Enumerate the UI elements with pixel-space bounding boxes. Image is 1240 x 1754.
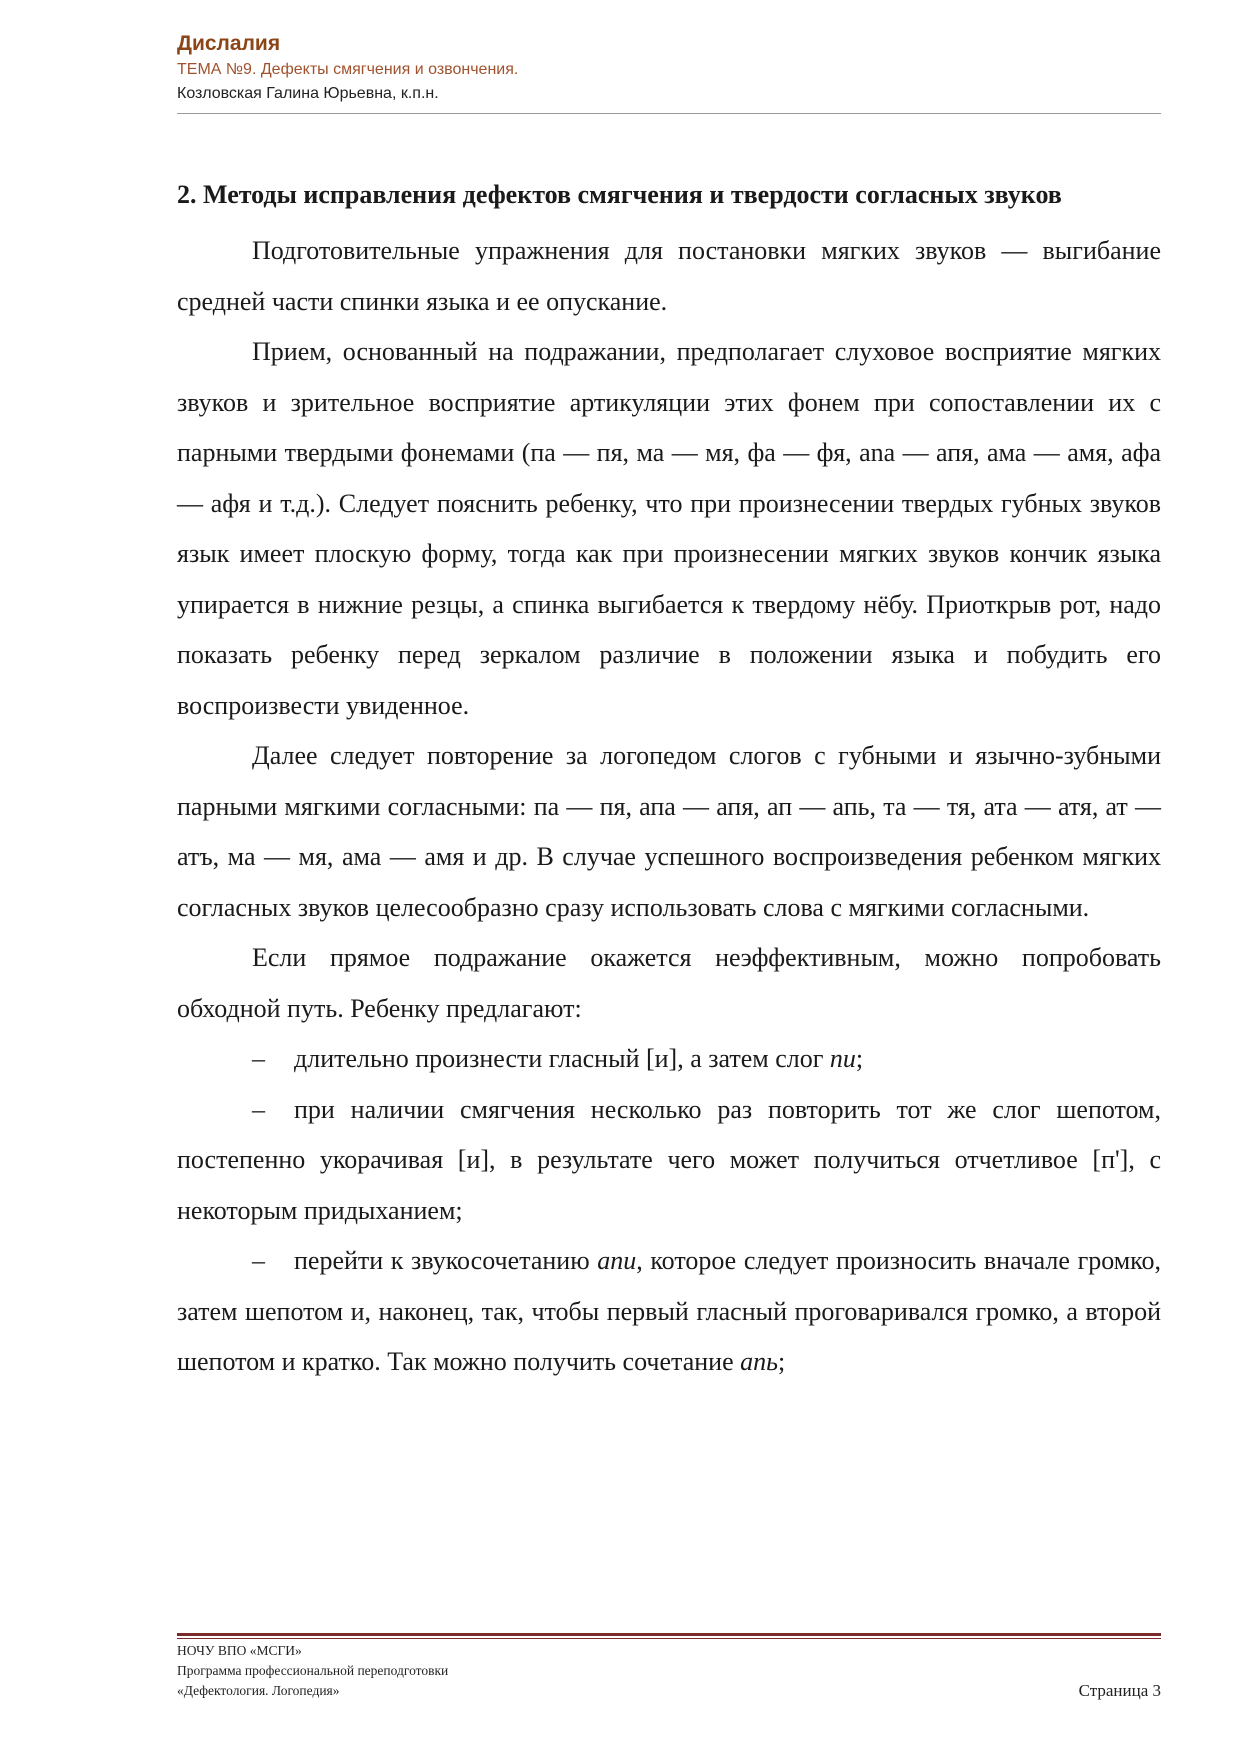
header-divider <box>177 113 1161 114</box>
list-item-1-italic: пи <box>829 1044 856 1073</box>
list-dash: – <box>252 1094 265 1124</box>
header-topic: ТЕМА №9. Дефекты смягчения и озвончения. <box>177 61 519 78</box>
paragraph-3: Далее следует повторение за логопедом слогов с губными и язычно-зубными парными мягкими согласными: па — пя, апа — апя, ап — апь, та — тя, ата — атя, ат — атъ, ма — мя, ама — амя и др. В случае успешного воспроизведения ребенком мягких согласных звуков целесообразно сразу использовать слова с мягкими согласными. <box>177 741 1161 922</box>
list-item-3-italic-b: апь <box>740 1347 778 1376</box>
list-item-1-text: длительно произнести гласный [и], а затем слог <box>294 1044 824 1073</box>
list-item-3-italic-a: апи <box>597 1246 637 1275</box>
list-item-3 <box>177 1236 1161 1388</box>
paragraph-1: Подготовительные упражнения для постановки мягких звуков — выгибание средней части спинки языка и ее опускание. <box>177 236 1161 316</box>
list-item-3-text-b: , которое следует произносить вначале громко, затем шепотом и, наконец, так, чтобы первый гласный проговаривался громко, а второй шепотом и кратко. Так можно получить сочетание <box>177 1246 1161 1376</box>
footer-divider-thin <box>177 1638 1161 1639</box>
footer-specialty: «Дефектология. Логопедия» <box>177 1683 340 1698</box>
page-footer <box>177 1641 1161 1701</box>
footer-divider-thick <box>177 1633 1161 1636</box>
list-item-1 <box>177 1034 1161 1085</box>
paragraph-4: Если прямое подражание окажется неэффективным, можно попробовать обходной путь. Ребенку предлагают: <box>177 943 1161 1023</box>
list-item-1-tail: ; <box>855 1044 864 1073</box>
paragraph-2: Прием, основанный на подражании, предполагает слуховое восприятие мягких звуков и зрительное восприятие артикуляции этих фонем при сопоставлении их с парными твердыми фонемами (па — пя, ма — мя, фа — фя, ana — апя, ама — амя, афа — афя и т.д.). Следует пояснить ребенку, что при произнесении твердых губных звуков язык имеет плоскую форму, тогда как при произнесении мягких звуков кончик языка упирается в нижние резцы, а спинка выгибается к твердому нёбу. Приоткрыв рот, надо показать ребенку перед зеркалом различие в положении языка и побудить его воспроизвести увиденное. <box>177 337 1161 720</box>
header-author: Козловская Галина Юрьевна, к.п.н. <box>177 85 439 102</box>
list-dash: – <box>252 1246 265 1275</box>
section-heading: 2. Методы исправления дефектов смягчения и твердости согласных звуков <box>177 180 1062 209</box>
document-body <box>177 172 1161 1388</box>
list-item-2-text: при наличии смягчения несколько раз повторить тот же слог шепотом, постепенно укорачивая [и], в результате чего может получиться отчетливое [п'], с некоторым придыханием; <box>177 1094 1161 1225</box>
header-title: Дислалия <box>177 32 281 55</box>
footer-program: Программа профессиональной переподготовки <box>177 1663 449 1678</box>
footer-institution: НОЧУ ВПО «МСГИ» <box>177 1643 302 1658</box>
page-header <box>177 30 1161 106</box>
list-item-2 <box>177 1085 1161 1237</box>
list-item-3-text-a: перейти к звукосочетанию <box>294 1246 590 1275</box>
list-item-3-tail: ; <box>777 1347 786 1376</box>
list-dash: – <box>252 1044 265 1073</box>
page-number: Страница 3 <box>1078 1681 1161 1700</box>
